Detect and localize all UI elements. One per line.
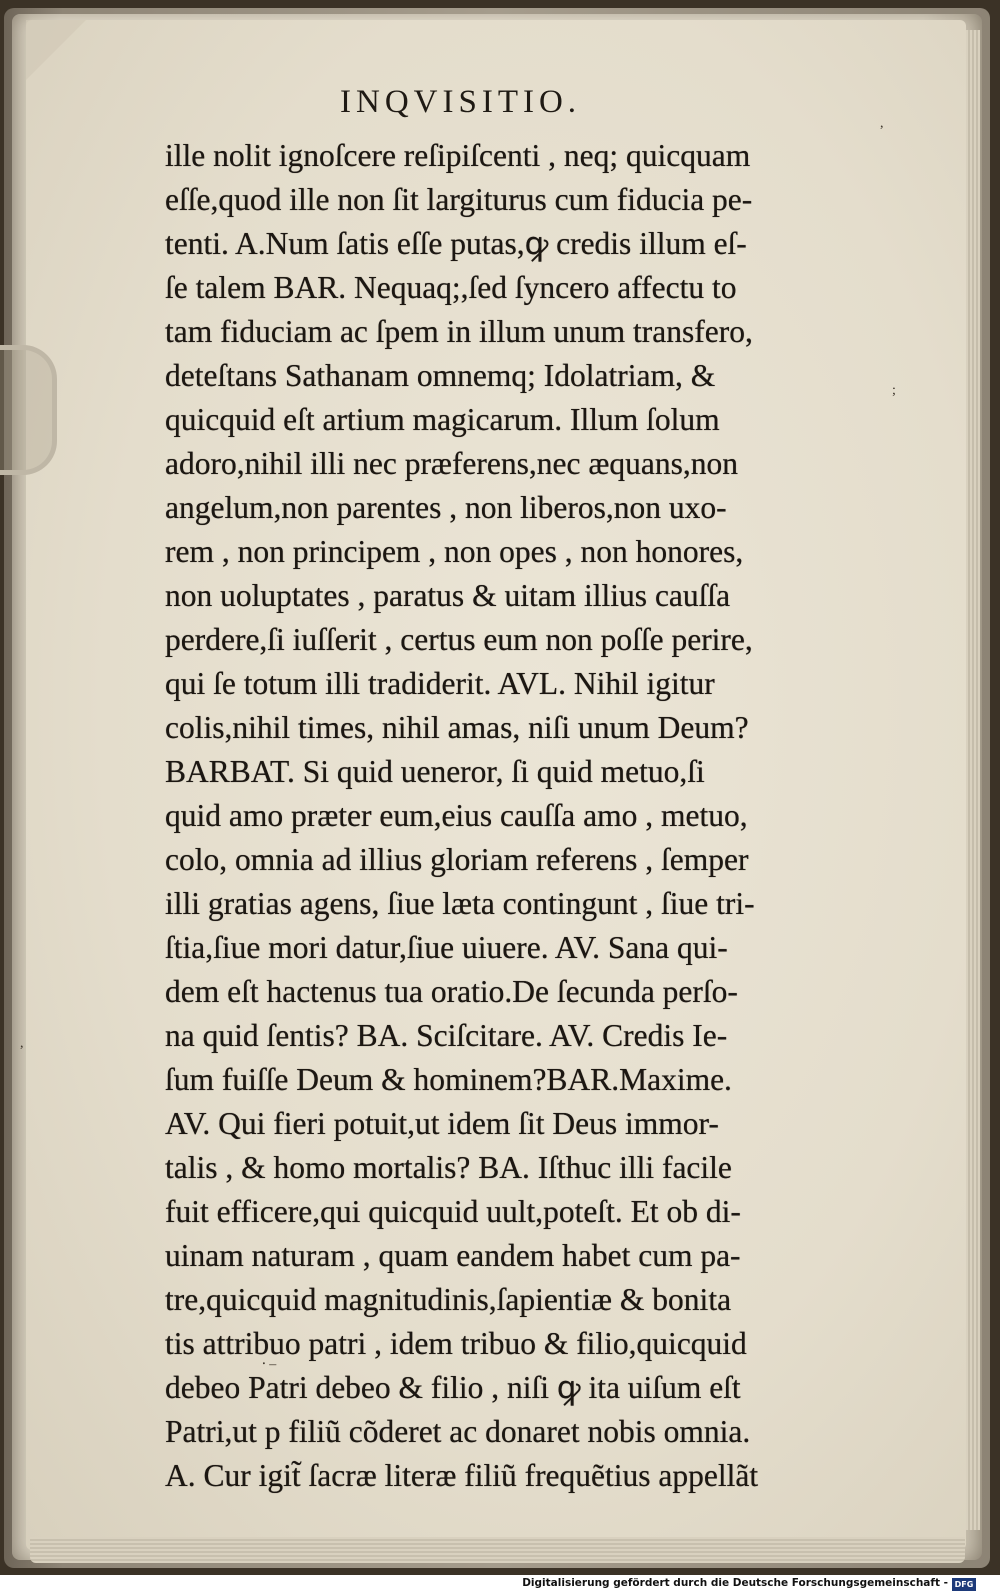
- page-corner-fold: [26, 20, 86, 80]
- text-line: tis attribuo patri , idem tribuo & filio,quicquid: [165, 1326, 747, 1361]
- clasp-strap: [0, 345, 57, 475]
- text-line: A. Cur igit̃ ſacræ literæ filiũ frequẽtius appellãt: [165, 1458, 759, 1493]
- text-line: talis , & homo mortalis? BA. Iſthuc illi facile: [165, 1150, 732, 1185]
- text-line: tam fiduciam ac ſpem in illum unum transfero,: [165, 314, 753, 349]
- margin-mark: ,: [880, 116, 884, 131]
- text-line: colo, omnia ad illius gloriam referens , ſemper: [165, 842, 749, 877]
- text-line: ſe talem BAR. Nequaq;,ſed ſyncero affectu to: [165, 270, 737, 305]
- text-line: illi gratias agens, ſiue læta contingunt , ſiue tri-: [165, 886, 755, 921]
- text-line: ille nolit ignoſcere reſipiſcenti , neq; quicquam: [165, 138, 751, 173]
- text-line: tre,quicquid magnitudinis,ſapientiæ & bonita: [165, 1282, 732, 1317]
- text-line: deteſtans Sathanam omnemq; Idolatriam, &: [165, 358, 716, 393]
- page-edges-right: [966, 30, 980, 1530]
- text-line: AV. Qui fieri potuit,ut idem ſit Deus immor-: [165, 1106, 719, 1141]
- text-line: uinam naturam , quam eandem habet cum pa-: [165, 1238, 741, 1273]
- text-line: angelum,non parentes , non liberos,non uxo-: [165, 490, 727, 525]
- footer: [0, 1575, 1000, 1594]
- text-line: non uoluptates , paratus & uitam illius cauſſa: [165, 578, 731, 613]
- text-line: colis,nihil times, nihil amas, niſi unum Deum?: [165, 710, 749, 745]
- text-line: debeo Patri debeo & filio , niſi ꝙ ita uiſum eſt: [165, 1370, 741, 1405]
- margin-mark: ;: [892, 383, 896, 398]
- text-line: perdere,ſi iuſſerit , certus eum non poſſe perire,: [165, 622, 753, 657]
- text-line: quicquid eſt artium magicarum. Illum ſolum: [165, 402, 720, 437]
- text-line: na quid ſentis? BA. Sciſcitare. AV. Credis Ie-: [165, 1018, 728, 1053]
- text-line: adoro,nihil illi nec præferens,nec æquans,non: [165, 446, 738, 481]
- text-line: eſſe,quod ille non ſit largiturus cum fiducia pe-: [165, 182, 753, 217]
- text-line: quid amo præter eum,eius cauſſa amo , metuo,: [165, 798, 748, 833]
- text-line: fuit efficere,qui quicquid uult,poteſt. Et ob di-: [165, 1194, 741, 1229]
- text-line: qui ſe totum illi tradiderit. AVL. Nihil igitur: [165, 666, 715, 701]
- body-text: [165, 134, 900, 1498]
- text-line: BARBAT. Si quid ueneror, ſi quid metuo,ſi: [165, 754, 705, 789]
- text-line: Patri,ut p filiũ cõderet ac donaret nobis omnia.: [165, 1414, 751, 1449]
- text-line: dem eſt hactenus tua oratio.De ſecunda perſo-: [165, 974, 738, 1009]
- text-line: tenti. A.Num ſatis eſſe putas,ꝙ credis illum eſ-: [165, 226, 747, 261]
- text-line: rem , non principem , non opes , non honores,: [165, 534, 744, 569]
- text-line: ſum fuiſſe Deum & hominem?BAR.Maxime.: [165, 1062, 732, 1097]
- funding-credit: Digitalisierung gefördert durch die Deutsche Forschungsgemeinschaft -: [522, 1577, 948, 1589]
- margin-mark: ,: [20, 1036, 24, 1051]
- catchline-mark: ⸱ ‒: [262, 1357, 277, 1372]
- dfg-logo: DFG: [952, 1578, 976, 1591]
- text-line: ſtia,ſiue mori datur,ſiue uiuere. AV. Sana qui-: [165, 930, 728, 965]
- page-edges-bottom: [30, 1537, 965, 1563]
- running-head: INQVISITIO.: [340, 84, 582, 120]
